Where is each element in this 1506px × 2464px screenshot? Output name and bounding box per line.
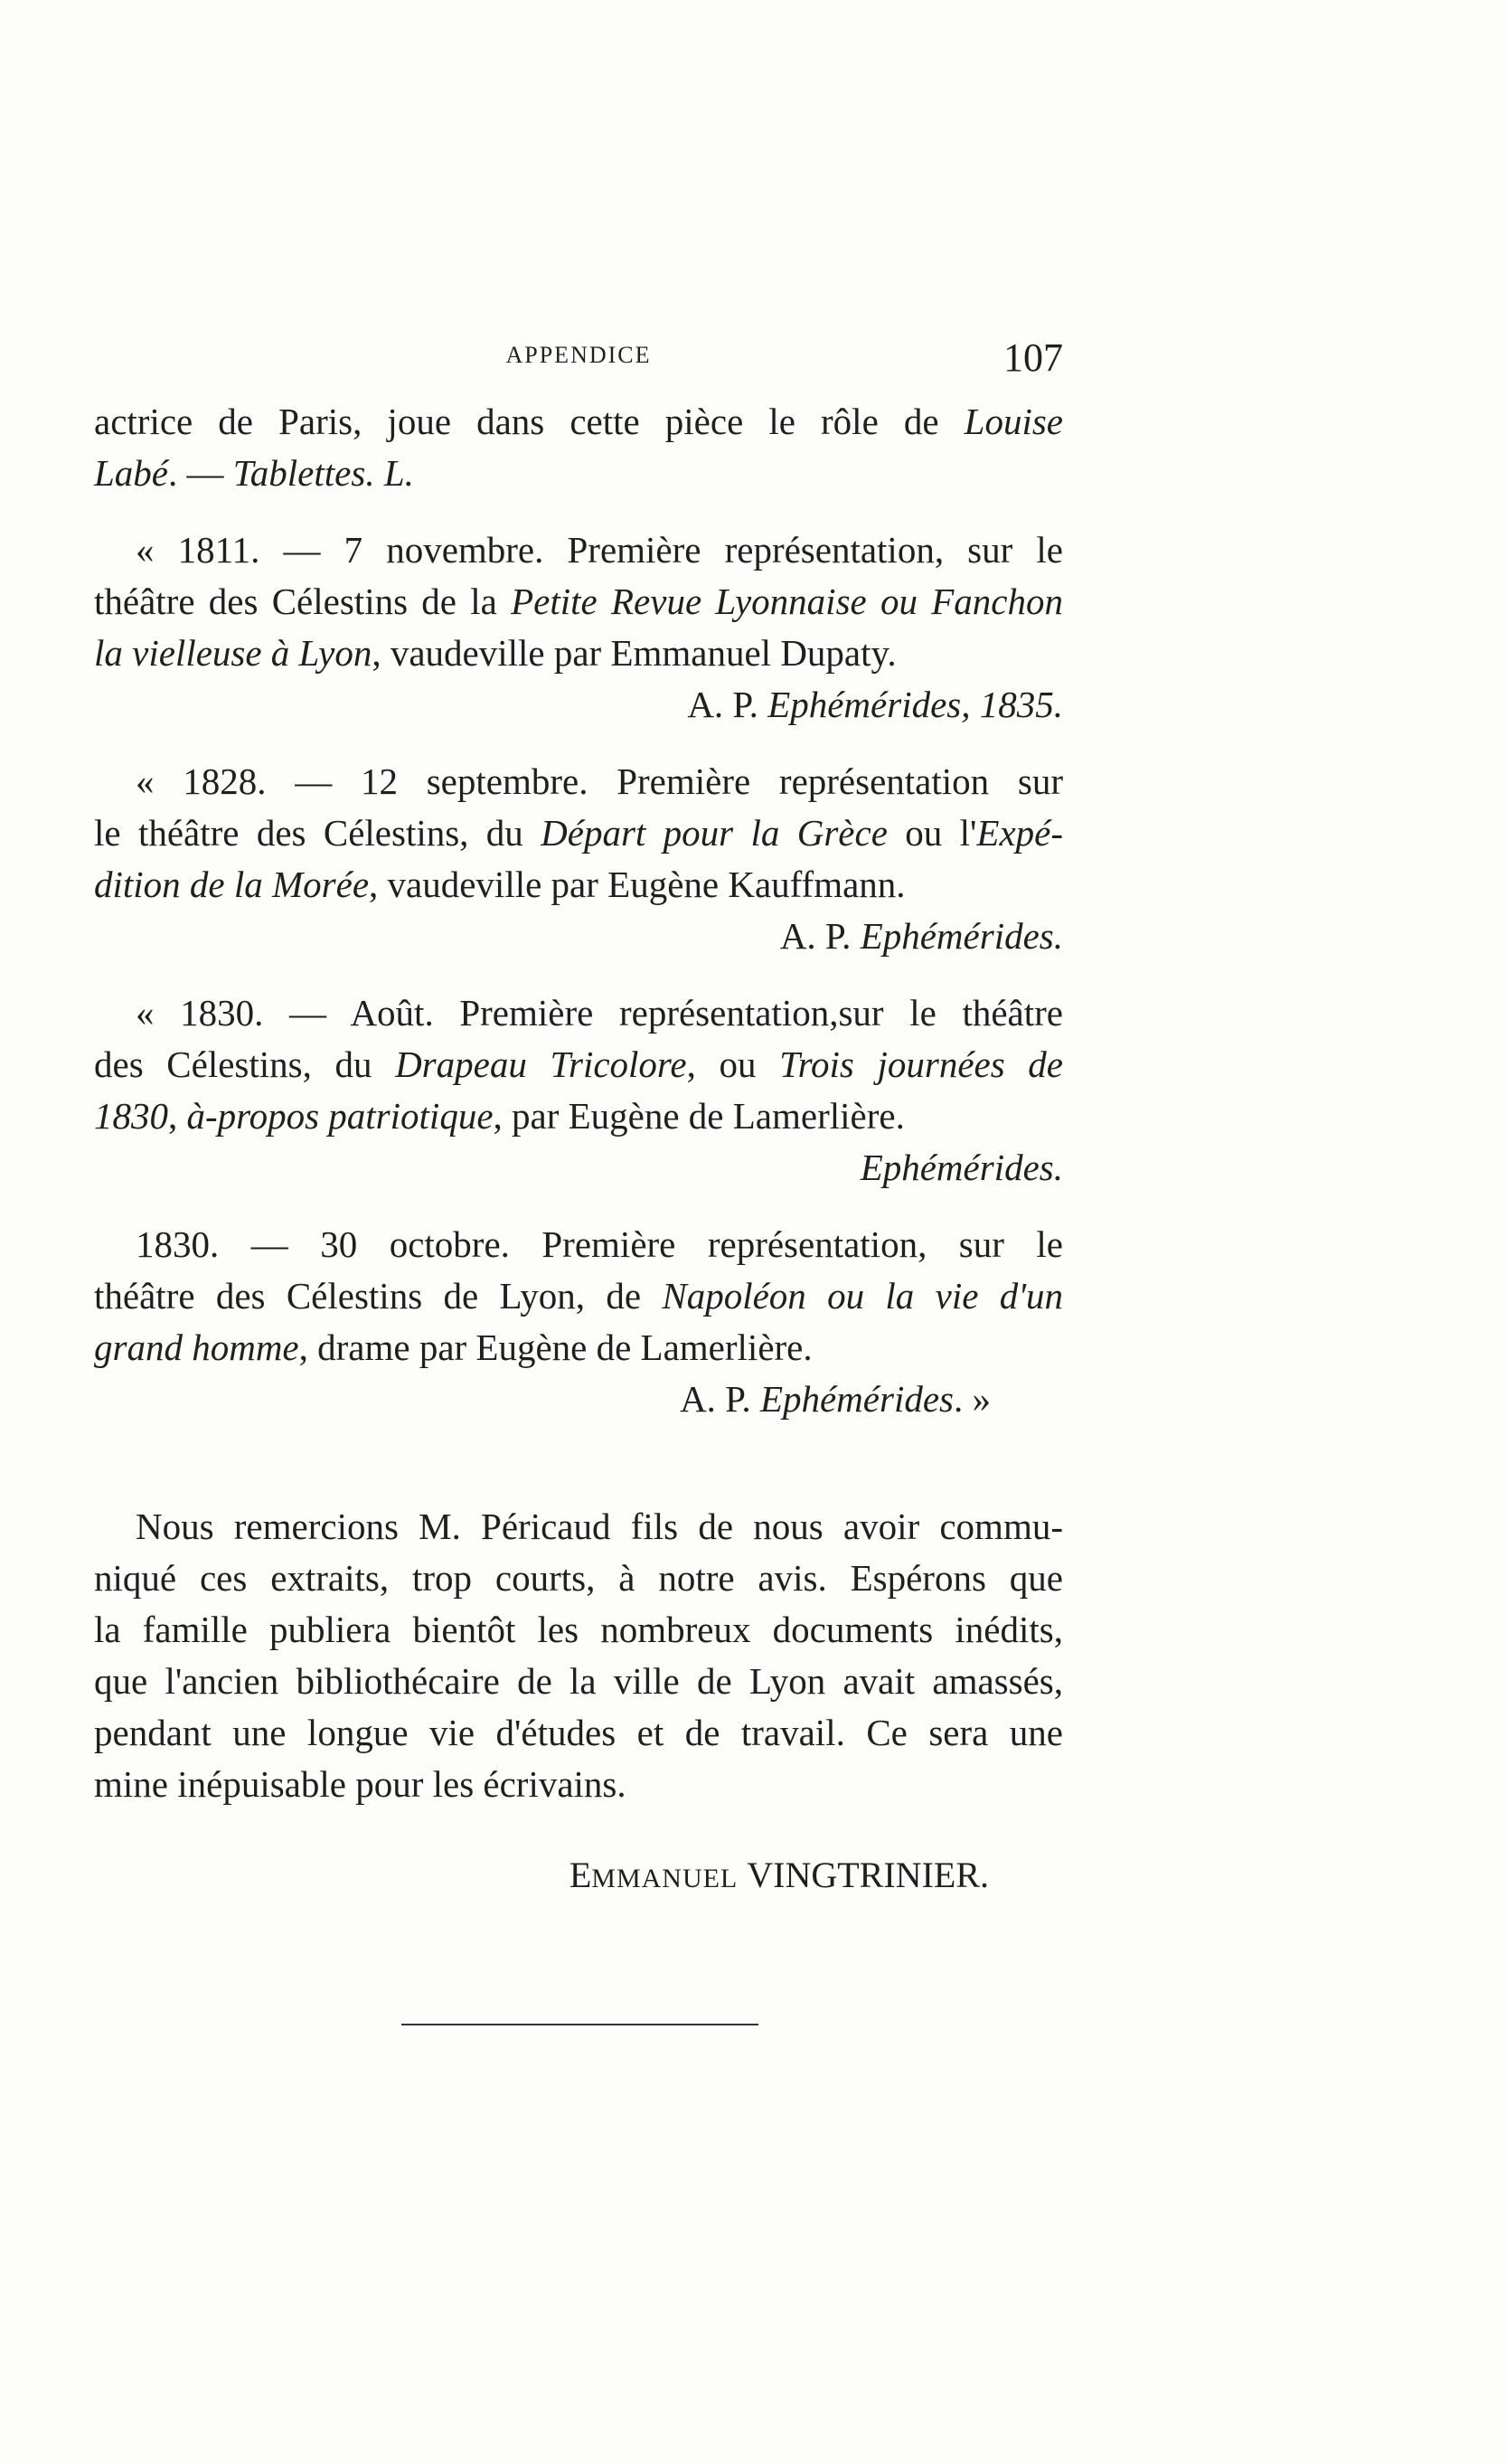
running-head: APPENDICE [505, 342, 652, 368]
entry-1811 [94, 524, 1063, 731]
source-citation: A. P. Ephémérides, 1835. [687, 684, 1063, 725]
text-line: Labé. — Tablettes. L. [94, 452, 414, 494]
source-citation: A. P. Ephémérides. » [680, 1378, 991, 1420]
text-line: le théâtre des Célestins, du Départ pour la Grèce ou l'Expé- [94, 812, 1063, 854]
source-citation: A. P. Ephémérides. [779, 915, 1063, 957]
end-rule [401, 2024, 758, 2025]
text-line: grand homme, drame par Eugène de Lamerlière. [94, 1326, 813, 1368]
signature-last-name: VINGTRINIER. [747, 1855, 989, 1895]
source-citation: Ephémérides. [860, 1147, 1063, 1188]
entry-1830-aout [94, 987, 1063, 1194]
text-line: « 1830. — Août. Première représentation,sur le théâtre [136, 992, 1063, 1034]
text-line: niqué ces extraits, trop courts, à notre avis. Espérons que [94, 1557, 1063, 1599]
text-line: pendant une longue vie d'études et de travail. Ce sera une [94, 1712, 1063, 1753]
signature-first-rest: MMANUEL [591, 1864, 739, 1893]
text-line: que l'ancien bibliothécaire de la ville de Lyon avait amassés, [94, 1660, 1063, 1702]
text-line: « 1811. — 7 novembre. Première représentation, sur le [136, 529, 1063, 571]
signature-first-initial: E [569, 1855, 592, 1895]
text-line: des Célestins, du Drapeau Tricolore, ou Trois journées de [94, 1043, 1064, 1085]
text-line: théâtre des Célestins de Lyon, de Napoléon ou la vie d'un [94, 1275, 1063, 1317]
text-line: actrice de Paris, joue dans cette pièce le rôle de Louise [94, 401, 1063, 442]
text-line: mine inépuisable pour les écrivains. [94, 1763, 626, 1805]
text-line: dition de la Morée, vaudeville par Eugène Kauffmann. [94, 864, 906, 905]
text-line: 1830, à-propos patriotique, par Eugène de Lamerlière. [94, 1095, 905, 1137]
entry-1828 [94, 756, 1063, 962]
closing-paragraph [94, 1501, 1063, 1810]
text-line: « 1828. — 12 septembre. Première représentation sur [136, 760, 1063, 802]
text-line: théâtre des Célestins de la Petite Revue Lyonnaise ou Fanchon [94, 581, 1063, 622]
text-line: la vielleuse à Lyon, vaudeville par Emmanuel Dupaty. [94, 632, 897, 674]
page-header [94, 335, 1063, 389]
entry-continuation [94, 396, 1063, 499]
text-line: Nous remercions M. Péricaud fils de nous avoir commu- [136, 1506, 1063, 1547]
author-signature [569, 1854, 989, 1896]
entry-1830-octobre [94, 1219, 1063, 1425]
text-line: la famille publiera bientôt les nombreux documents inédits, [94, 1609, 1063, 1650]
text-line: 1830. — 30 octobre. Première représentation, sur le [136, 1223, 1063, 1265]
page-number: 107 [1003, 335, 1063, 380]
